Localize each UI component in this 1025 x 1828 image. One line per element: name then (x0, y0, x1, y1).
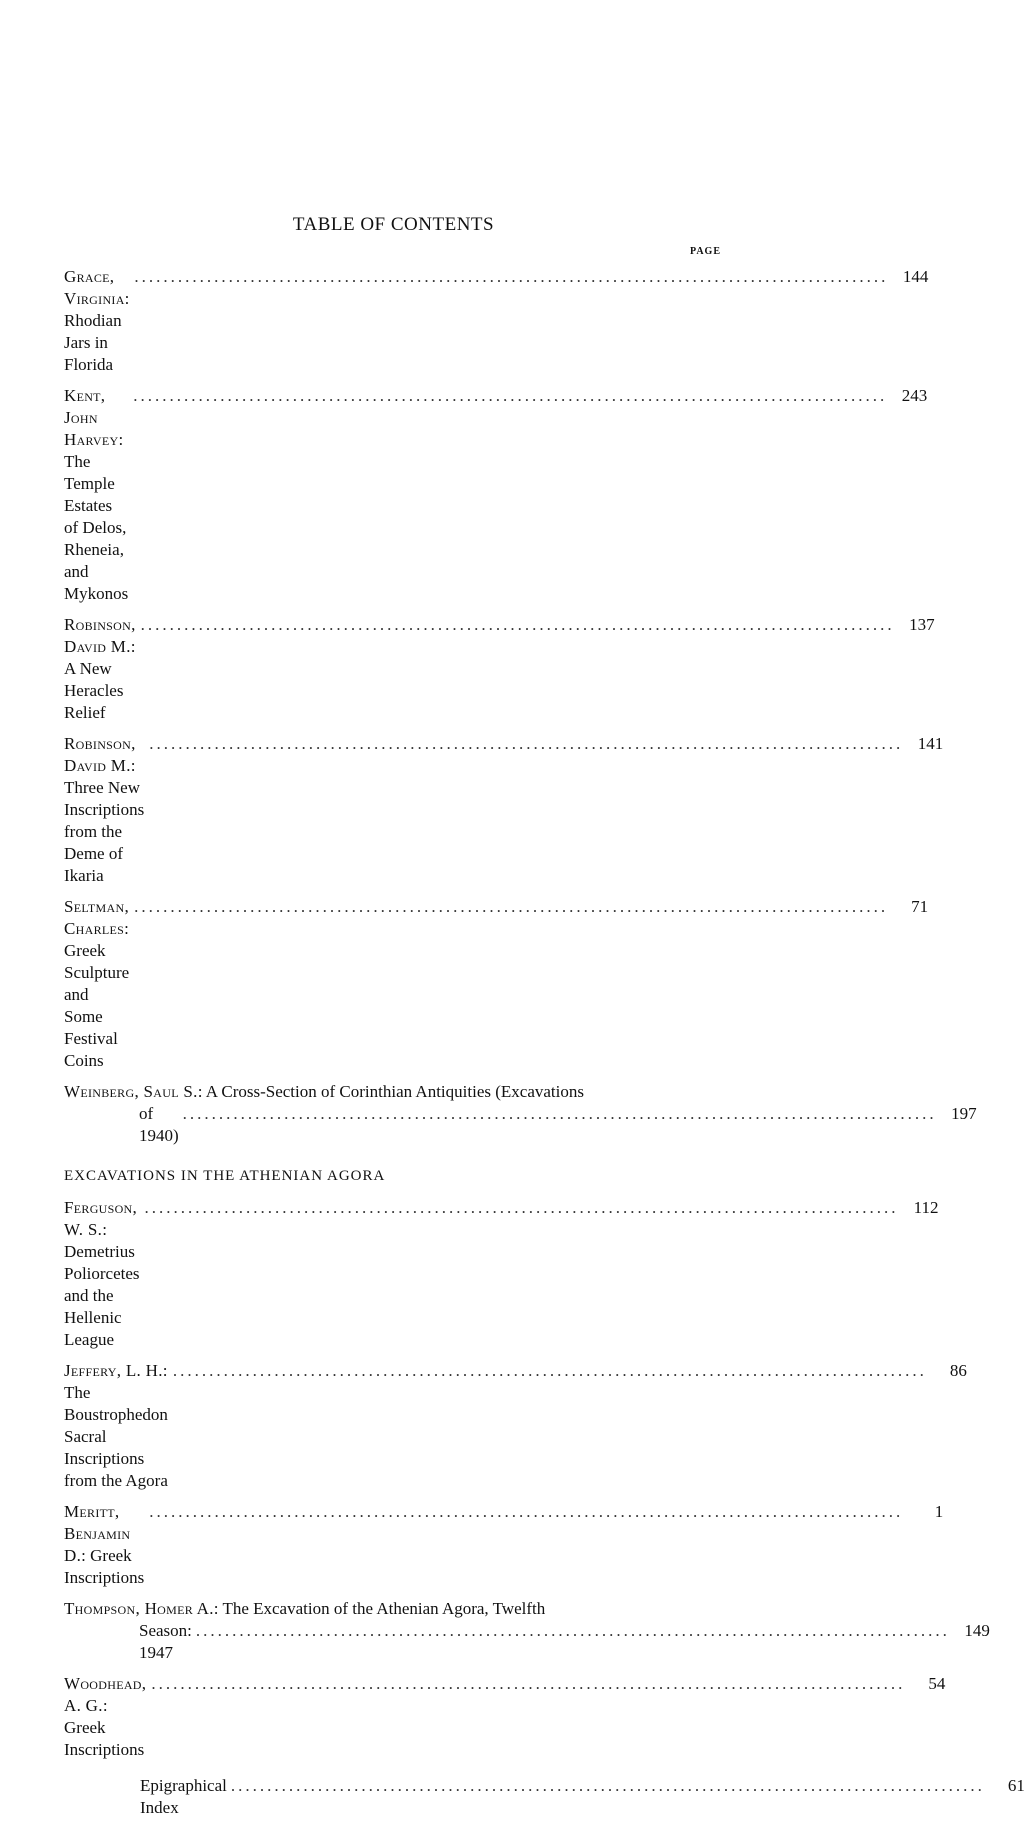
entry-page: 197 (951, 1104, 977, 1123)
entry-page: 149 (964, 1621, 990, 1640)
entry-title: The Excavation of the Athenian Agora, Twelfth (222, 1599, 546, 1618)
section-heading: EXCAVATIONS IN THE ATHENIAN AGORA (64, 1168, 386, 1184)
entry-author: Jeffery, L. H. (64, 1361, 163, 1380)
toc-entry-weinberg: Weinberg, Saul S.: A Cross-Section of Corinthian Antiquities (Excavations of 1940) ........................................................................................................ 197 (64, 1082, 977, 1145)
entry-title: Epigraphical Index (140, 1776, 227, 1817)
entry-title: Three New Inscriptions from the Deme of Ikaria (64, 778, 145, 885)
entry-page: 71 (911, 897, 929, 916)
entry-title: Greek Inscriptions (64, 1718, 145, 1759)
entry-page: 144 (902, 267, 929, 286)
entry-title: The Boustrophedon Sacral Inscriptions from the Agora (64, 1383, 168, 1490)
entry-title: Demetrius Poliorcetes and the Hellenic League (64, 1242, 140, 1349)
entry-page: 61 (1007, 1776, 1025, 1795)
table-of-contents (64, 266, 1025, 1828)
entry-author: Seltman, Charles (64, 897, 129, 938)
toc-entry-ferguson: Ferguson, W. S.: Demetrius Poliorcetes and the Hellenic League ........................................................................................................ 112 (64, 1198, 939, 1349)
entry-author: Robinson, David M. (64, 734, 136, 775)
entry-author: Weinberg, Saul S. (64, 1082, 198, 1101)
toc-entry-seltman: Seltman, Charles: Greek Sculpture and Some Festival Coins ........................................................................................................ 71 (64, 897, 929, 1070)
entry-author: Robinson, David M. (64, 615, 136, 656)
entry-page: 137 (909, 615, 935, 634)
entry-title-continued: Season: 1947 (139, 1621, 192, 1662)
page-column-heading: PAGE (689, 246, 721, 257)
entry-title: A New Heracles Relief (64, 659, 124, 722)
toc-entry-robinson-2: Robinson, David M.: Three New Inscriptions from the Deme of Ikaria ........................................................................................................ 141 (64, 734, 944, 885)
entry-page: 141 (917, 734, 944, 753)
toc-entry-index: Epigraphical Index ........................................................................................................ 61 (140, 1776, 1025, 1817)
toc-entry-thompson: Thompson, Homer A.: The Excavation of the Athenian Agora, Twelfth Season: 1947 ........................................................................................................ 149 (64, 1599, 990, 1662)
entry-author: Meritt, Benjamin D. (64, 1502, 131, 1565)
entry-title: Greek Inscriptions (64, 1546, 145, 1587)
toc-entry-woodhead: Woodhead, A. G.: Greek Inscriptions ........................................................................................................ 54 (64, 1674, 946, 1759)
entry-page: 54 (928, 1674, 946, 1693)
entry-page: 86 (949, 1361, 967, 1380)
page-title: TABLE OF CONTENTS (292, 214, 495, 235)
entry-page: 112 (913, 1198, 939, 1217)
toc-entry-meritt: Meritt, Benjamin D.: Greek Inscriptions ........................................................................................................ 1 (64, 1502, 944, 1587)
entry-title: Rhodian Jars in Florida (64, 311, 122, 374)
toc-entry-grace: Grace, Virginia: Rhodian Jars in Florida ........................................................................................................ 144 (64, 267, 929, 374)
entry-author: Grace, Virginia (64, 267, 125, 308)
entry-author: Woodhead, A. G. (64, 1674, 147, 1715)
entry-page: 243 (901, 386, 928, 405)
toc-entry-robinson-1: Robinson, David M.: A New Heracles Relief ........................................................................................................ 137 (64, 615, 935, 722)
entry-page: 1 (934, 1502, 944, 1521)
entry-title-continued: of 1940) (139, 1104, 179, 1145)
entry-author: Ferguson, W. S. (64, 1198, 138, 1239)
entry-title: A Cross-Section of Corinthian Antiquities (Excavations (205, 1082, 584, 1101)
toc-entry-jeffery: Jeffery, L. H.: The Boustrophedon Sacral Inscriptions from the Agora ........................................................................................................ 86 (64, 1361, 967, 1490)
entry-title: Greek Sculpture and Some Festival Coins (64, 941, 130, 1070)
entry-author: Kent, John Harvey (64, 386, 119, 449)
toc-entry-kent: Kent, John Harvey: The Temple Estates of Delos, Rheneia, and Mykonos ........................................................................................................ 243 (64, 386, 928, 603)
entry-title: The Temple Estates of Delos, Rheneia, and Mykonos (64, 452, 129, 603)
entry-author: Thompson, Homer A. (64, 1599, 214, 1618)
